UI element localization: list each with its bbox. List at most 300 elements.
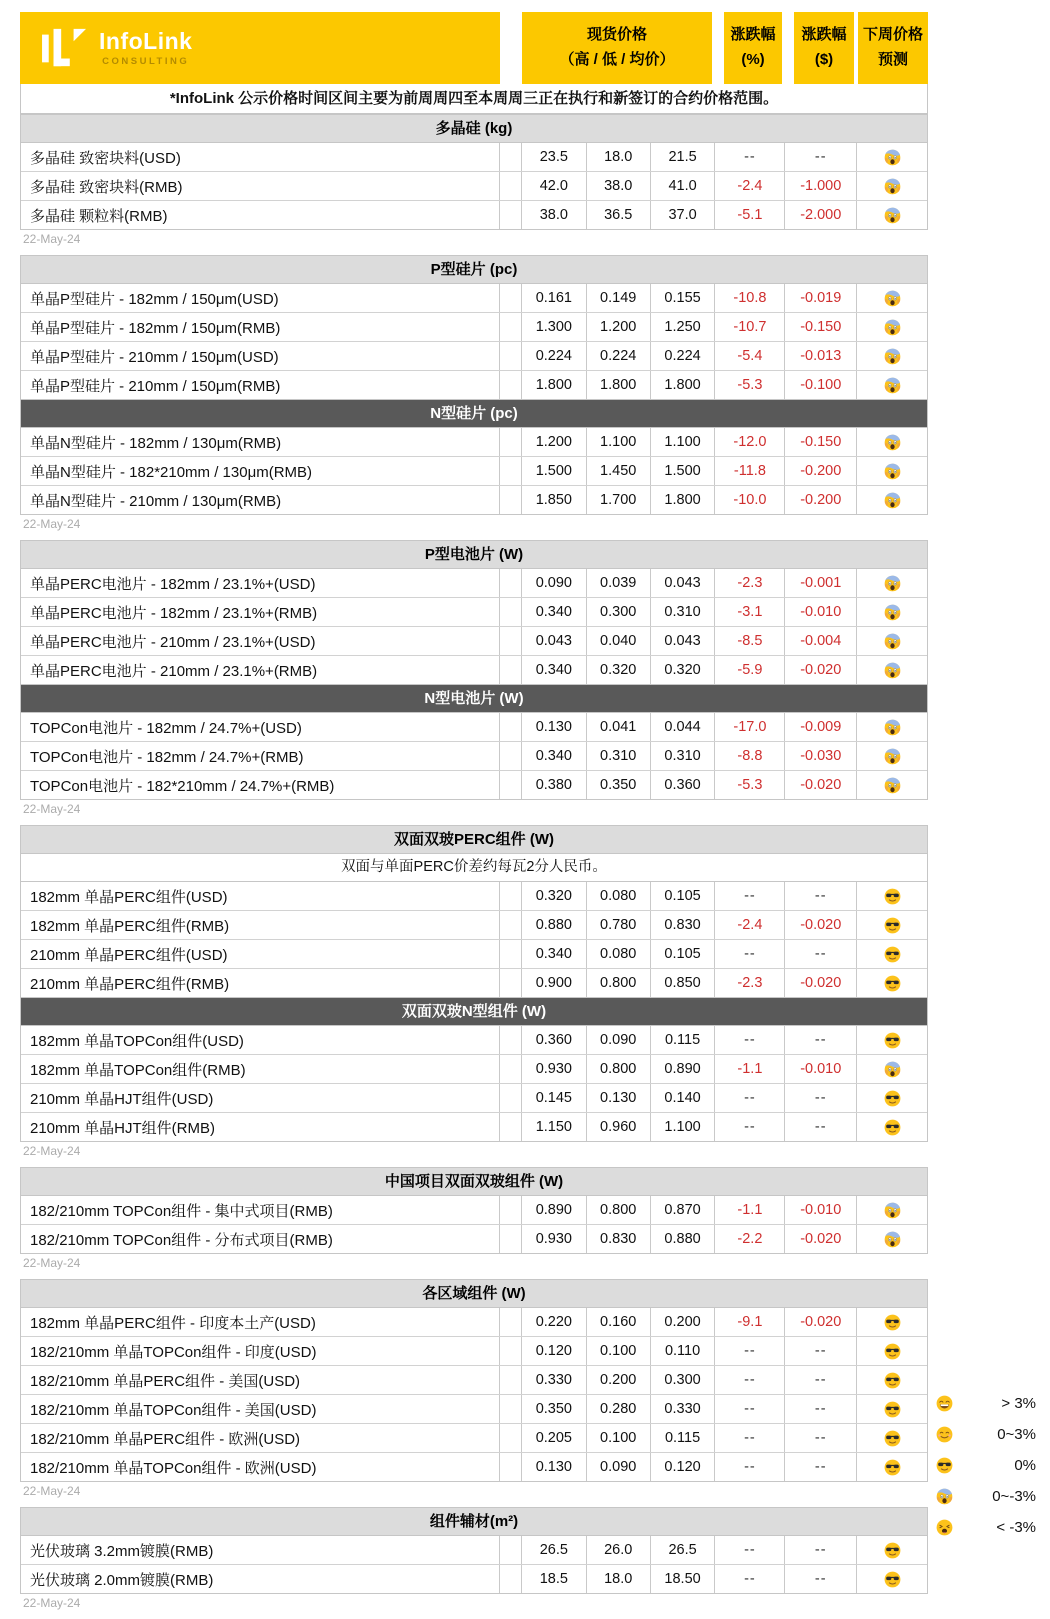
low-price-cell: 0.080 [587,940,651,968]
spacer-cell [500,342,522,370]
change-usd-cell: -0.010 [785,1196,857,1224]
high-price-cell: 0.120 [522,1337,587,1365]
infolink-logo [20,26,192,70]
high-price-cell: 0.900 [522,969,587,997]
change-usd-cell: -0.010 [785,598,857,626]
change-usd-cell: -0.020 [785,1225,857,1253]
date-stamp: 22-May-24 [20,1594,928,1619]
high-price-cell: 18.5 [522,1565,587,1593]
high-price-cell: 0.130 [522,1453,587,1481]
forecast-cell [857,1337,927,1365]
avg-price-cell: 0.200 [651,1308,716,1336]
low-price-cell: 0.100 [587,1337,651,1365]
table-row [21,143,927,172]
low-price-cell: 26.0 [587,1536,651,1564]
change-usd-cell: -- [785,143,857,171]
change-pct-cell: -10.0 [715,486,785,514]
scream-emoji-icon [884,207,901,224]
forecast-cell [857,771,927,799]
forecast-cell [857,1424,927,1452]
change-usd-cell: -1.000 [785,172,857,200]
spacer-cell [500,172,522,200]
forecast-cell [857,1453,927,1481]
table-row [21,969,927,997]
high-price-cell: 0.350 [522,1395,587,1423]
low-price-cell: 36.5 [587,201,651,229]
low-price-cell: 0.080 [587,882,651,910]
change-usd-cell: -- [785,1453,857,1481]
product-name-cell: 单晶P型硅片 - 182mm / 150μm(RMB) [21,313,500,341]
section-header: N型电池片 (W) [21,685,927,713]
change-usd-cell: -0.020 [785,771,857,799]
change-usd-cell: -- [785,882,857,910]
change-pct-cell: -12.0 [715,428,785,456]
price-note: *InfoLink 公示价格时间区间主要为前周周四至本周周三正在执行和新签订的合约价格范围。 [20,84,928,114]
forecast-cell [857,342,927,370]
product-name-cell: 单晶P型硅片 - 210mm / 150μm(USD) [21,342,500,370]
table-row [21,598,927,627]
change-usd-cell: -0.010 [785,1055,857,1083]
high-price-cell: 0.205 [522,1424,587,1452]
change-pct-cell: -- [715,1536,785,1564]
scream-emoji-icon [884,748,901,765]
change-pct-cell: -5.1 [715,201,785,229]
table-row [21,1113,927,1141]
smile-emoji-icon [936,1426,954,1444]
spacer-cell [500,486,522,514]
sunglasses-emoji-icon [884,1032,901,1049]
low-price-cell: 0.960 [587,1113,651,1141]
change-pct-cell: -17.0 [715,713,785,741]
date-stamp: 22-May-24 [20,230,928,255]
forecast-cell [857,656,927,684]
scream-emoji-icon [884,604,901,621]
avg-price-cell: 0.140 [651,1084,716,1112]
sunglasses-emoji-icon [884,1401,901,1418]
table-row [21,486,927,514]
forecast-cell [857,1084,927,1112]
scream-emoji-icon [884,575,901,592]
avg-price-cell: 0.300 [651,1366,716,1394]
avg-price-cell: 0.320 [651,656,716,684]
spacer-cell [500,969,522,997]
forecast-cell [857,486,927,514]
high-price-cell: 0.220 [522,1308,587,1336]
high-price-cell: 1.300 [522,313,587,341]
section-header: P型电池片 (W) [21,541,927,569]
low-price-cell: 0.800 [587,969,651,997]
change-usd-cell: -0.030 [785,742,857,770]
change-pct-cell: -2.2 [715,1225,785,1253]
table-row [21,882,927,911]
avg-price-cell: 0.120 [651,1453,716,1481]
legend-label: 0~-3% [992,1488,1036,1505]
change-pct-cell: -8.8 [715,742,785,770]
change-pct-cell: -5.3 [715,771,785,799]
scream-emoji-icon [884,434,901,451]
spacer-cell [500,1113,522,1141]
spacer-cell [500,1337,522,1365]
high-price-cell: 0.130 [522,713,587,741]
product-name-cell: 单晶N型硅片 - 182*210mm / 130μm(RMB) [21,457,500,485]
table-row [21,1308,927,1337]
spacer-cell [500,1026,522,1054]
product-name-cell: 182/210mm 单晶PERC组件 - 欧洲(USD) [21,1424,500,1452]
sunglasses-emoji-icon [884,888,901,905]
low-price-cell: 0.800 [587,1055,651,1083]
legend-label: 0% [1014,1457,1036,1474]
high-price-cell: 26.5 [522,1536,587,1564]
avg-price-cell: 37.0 [651,201,716,229]
low-price-cell: 18.0 [587,143,651,171]
high-price-cell: 1.150 [522,1113,587,1141]
product-name-cell: 单晶N型硅片 - 182mm / 130μm(RMB) [21,428,500,456]
change-pct-cell: -5.9 [715,656,785,684]
forecast-cell [857,1026,927,1054]
forecast-cell [857,1196,927,1224]
product-name-cell: 182mm 单晶PERC组件(RMB) [21,911,500,939]
table-row [21,1055,927,1084]
high-price-cell: 1.850 [522,486,587,514]
high-price-cell: 0.340 [522,940,587,968]
high-price-cell: 0.090 [522,569,587,597]
table-row [21,1366,927,1395]
change-pct-cell: -8.5 [715,627,785,655]
sunglasses-emoji-icon [884,1314,901,1331]
low-price-cell: 0.149 [587,284,651,312]
low-price-cell: 0.350 [587,771,651,799]
high-price-cell: 0.930 [522,1225,587,1253]
forecast-cell [857,201,927,229]
table-row [21,1536,927,1565]
legend-label: < -3% [996,1519,1036,1536]
price-section [20,825,928,998]
high-price-cell: 0.224 [522,342,587,370]
product-name-cell: 182mm 单晶TOPCon组件(RMB) [21,1055,500,1083]
high-price-cell: 0.161 [522,284,587,312]
spacer-cell [500,1453,522,1481]
high-price-cell: 1.200 [522,428,587,456]
table-row [21,1453,927,1481]
weary-emoji-icon [936,1519,954,1537]
avg-price-cell: 0.360 [651,771,716,799]
forecast-cell [857,598,927,626]
legend-label: 0~3% [997,1426,1036,1443]
sunglasses-emoji-icon [884,1090,901,1107]
sunglasses-emoji-icon [884,1459,901,1476]
spacer-cell [500,771,522,799]
date-stamp: 22-May-24 [20,1482,928,1507]
low-price-cell: 38.0 [587,172,651,200]
high-price-cell: 0.340 [522,598,587,626]
table-row [21,742,927,771]
forecast-cell [857,1395,927,1423]
change-pct-cell: -9.1 [715,1308,785,1336]
low-price-cell: 0.040 [587,627,651,655]
scream-emoji-icon [884,777,901,794]
avg-price-cell: 0.115 [651,1424,716,1452]
change-usd-cell: -0.020 [785,1308,857,1336]
table-row [21,1225,927,1253]
date-stamp: 22-May-24 [20,1254,928,1279]
table-row [21,911,927,940]
brand-header-cell [20,12,500,84]
product-name-cell: 210mm 单晶PERC组件(USD) [21,940,500,968]
forecast-cell [857,371,927,399]
forecast-cell [857,428,927,456]
change-pct-cell: -- [715,1337,785,1365]
avg-price-cell: 0.890 [651,1055,716,1083]
high-price-cell: 0.360 [522,1026,587,1054]
product-name-cell: 光伏玻璃 3.2mm镀膜(RMB) [21,1536,500,1564]
change-usd-cell: -- [785,1395,857,1423]
table-row [21,428,927,457]
table-row [21,1395,927,1424]
product-name-cell: 182/210mm TOPCon组件 - 分布式项目(RMB) [21,1225,500,1253]
product-name-cell: 210mm 单晶HJT组件(RMB) [21,1113,500,1141]
scream-emoji-icon [884,719,901,736]
change-pct-cell: -- [715,882,785,910]
table-row [21,313,927,342]
spacer-cell [500,656,522,684]
header-gap [782,12,794,84]
price-section [20,998,928,1142]
table-row [21,342,927,371]
low-price-cell: 1.100 [587,428,651,456]
change-pct-cell: -5.4 [715,342,785,370]
forecast-cell [857,1225,927,1253]
scream-emoji-icon [884,492,901,509]
low-price-cell: 0.800 [587,1196,651,1224]
low-price-cell: 0.310 [587,742,651,770]
change-pct-cell: -- [715,1424,785,1452]
brand-name: InfoLink [99,27,193,54]
scream-emoji-icon [884,633,901,650]
header-gap [712,12,724,84]
price-section [20,400,928,515]
forecast-cell [857,1536,927,1564]
table-row [21,284,927,313]
forecast-cell [857,1113,927,1141]
forecast-cell [857,1308,927,1336]
sunglasses-emoji-icon [936,1457,954,1475]
price-table [20,12,928,1619]
section-header: 各区域组件 (W) [21,1280,927,1308]
scream-emoji-icon [884,1231,901,1248]
legend-label: > 3% [1001,1395,1036,1412]
sunglasses-emoji-icon [884,1372,901,1389]
change-usd-cell: -- [785,1565,857,1593]
forecast-cell [857,457,927,485]
avg-price-cell: 1.100 [651,428,716,456]
spacer-cell [500,1225,522,1253]
legend-item [936,1486,1036,1507]
product-name-cell: 182/210mm 单晶TOPCon组件 - 美国(USD) [21,1395,500,1423]
section-header: N型硅片 (pc) [21,400,927,428]
product-name-cell: 182/210mm TOPCon组件 - 集中式项目(RMB) [21,1196,500,1224]
change-pct-cell: -1.1 [715,1055,785,1083]
legend-item [936,1455,1036,1476]
change-usd-cell: -0.013 [785,342,857,370]
low-price-cell: 0.039 [587,569,651,597]
forecast-cell [857,713,927,741]
forecast-cell [857,284,927,312]
avg-price-cell: 1.100 [651,1113,716,1141]
spacer-cell [500,284,522,312]
price-section [20,540,928,685]
change-usd-cell: -0.200 [785,486,857,514]
change-usd-cell: -0.150 [785,313,857,341]
avg-price-cell: 0.830 [651,911,716,939]
table-row [21,172,927,201]
table-row [21,1565,927,1593]
sunglasses-emoji-icon [884,1343,901,1360]
spacer-cell [500,1536,522,1564]
avg-price-cell: 21.5 [651,143,716,171]
price-section [20,1167,928,1254]
sunglasses-emoji-icon [884,1542,901,1559]
section-header: 组件辅材(m²) [21,1508,927,1536]
high-price-cell: 42.0 [522,172,587,200]
high-price-cell: 0.145 [522,1084,587,1112]
legend-item [936,1393,1036,1414]
product-name-cell: 210mm 单晶HJT组件(USD) [21,1084,500,1112]
spacer-cell [500,627,522,655]
avg-price-cell: 1.800 [651,371,716,399]
low-price-cell: 0.780 [587,911,651,939]
spacer-cell [500,428,522,456]
spacer-cell [500,742,522,770]
scream-emoji-icon [884,348,901,365]
low-price-cell: 0.830 [587,1225,651,1253]
spacer-cell [500,1424,522,1452]
change-pct-cell: -2.3 [715,969,785,997]
change-usd-cell: -0.200 [785,457,857,485]
low-price-cell: 0.300 [587,598,651,626]
spacer-cell [500,911,522,939]
change-pct-cell: -- [715,1395,785,1423]
avg-price-cell: 0.870 [651,1196,716,1224]
scream-emoji-icon [884,463,901,480]
product-name-cell: 单晶P型硅片 - 210mm / 150μm(RMB) [21,371,500,399]
low-price-cell: 18.0 [587,1565,651,1593]
change-usd-cell: -2.000 [785,201,857,229]
product-name-cell: TOPCon电池片 - 182mm / 24.7%+(RMB) [21,742,500,770]
change-pct-cell: -3.1 [715,598,785,626]
low-price-cell: 1.200 [587,313,651,341]
date-stamp: 22-May-24 [20,515,928,540]
avg-price-cell: 18.50 [651,1565,716,1593]
header-gap [500,12,522,84]
table-row [21,1424,927,1453]
change-usd-cell: -- [785,1366,857,1394]
change-usd-cell: -- [785,940,857,968]
high-price-cell: 38.0 [522,201,587,229]
low-price-cell: 0.200 [587,1366,651,1394]
grin-emoji-icon [936,1395,954,1413]
price-section [20,114,928,230]
scream-emoji-icon [884,149,901,166]
section-header: 双面双玻PERC组件 (W) [21,826,927,854]
product-name-cell: 182mm 单晶PERC组件 - 印度本土产(USD) [21,1308,500,1336]
low-price-cell: 0.100 [587,1424,651,1452]
low-price-cell: 0.224 [587,342,651,370]
product-name-cell: 多晶硅 致密块料(USD) [21,143,500,171]
table-row [21,771,927,799]
low-price-cell: 1.800 [587,371,651,399]
change-pct-cell: -- [715,1026,785,1054]
avg-price-cell: 0.115 [651,1026,716,1054]
table-header [20,12,928,84]
high-price-cell: 0.880 [522,911,587,939]
product-name-cell: 单晶PERC电池片 - 210mm / 23.1%+(RMB) [21,656,500,684]
scream-emoji-icon [884,662,901,679]
forecast-cell [857,1055,927,1083]
change-usd-cell: -- [785,1337,857,1365]
change-pct-cell: -- [715,1366,785,1394]
sunglasses-emoji-icon [884,1430,901,1447]
low-price-cell: 0.280 [587,1395,651,1423]
avg-price-cell: 1.800 [651,486,716,514]
scream-emoji-icon [884,1202,901,1219]
product-name-cell: 单晶P型硅片 - 182mm / 150μm(USD) [21,284,500,312]
table-row [21,1084,927,1113]
high-price-cell: 0.043 [522,627,587,655]
scream-emoji-icon [884,377,901,394]
section-header: 多晶硅 (kg) [21,115,927,143]
change-pct-cell: -2.4 [715,172,785,200]
low-price-cell: 0.160 [587,1308,651,1336]
sections-container [20,114,928,1619]
change-pct-cell: -11.8 [715,457,785,485]
avg-price-cell: 0.044 [651,713,716,741]
legend-item [936,1517,1036,1538]
avg-price-cell: 0.043 [651,627,716,655]
table-row [21,457,927,486]
avg-price-cell: 0.155 [651,284,716,312]
change-pct-cell: -10.8 [715,284,785,312]
table-row [21,627,927,656]
low-price-cell: 0.041 [587,713,651,741]
product-name-cell: TOPCon电池片 - 182*210mm / 24.7%+(RMB) [21,771,500,799]
change-pct-cell: -- [715,1084,785,1112]
change-pct-cell: -1.1 [715,1196,785,1224]
spacer-cell [500,569,522,597]
product-name-cell: 182mm 单晶PERC组件(USD) [21,882,500,910]
spacer-cell [500,1084,522,1112]
table-row [21,201,927,229]
high-price-cell: 23.5 [522,143,587,171]
brand-subtitle: CONSULTING [102,55,190,67]
table-row [21,656,927,684]
section-header: 中国项目双面双玻组件 (W) [21,1168,927,1196]
change-usd-cell: -0.150 [785,428,857,456]
sunglasses-emoji-icon [884,975,901,992]
spacer-cell [500,371,522,399]
scream-emoji-icon [884,1061,901,1078]
high-price-cell: 0.890 [522,1196,587,1224]
avg-price-cell: 0.043 [651,569,716,597]
spacer-cell [500,1055,522,1083]
table-row [21,371,927,399]
spacer-cell [500,1565,522,1593]
forecast-cell [857,143,927,171]
high-price-cell: 1.500 [522,457,587,485]
product-name-cell: TOPCon电池片 - 182mm / 24.7%+(USD) [21,713,500,741]
avg-price-cell: 0.310 [651,598,716,626]
change-pct-cell: -- [715,143,785,171]
avg-price-cell: 0.850 [651,969,716,997]
